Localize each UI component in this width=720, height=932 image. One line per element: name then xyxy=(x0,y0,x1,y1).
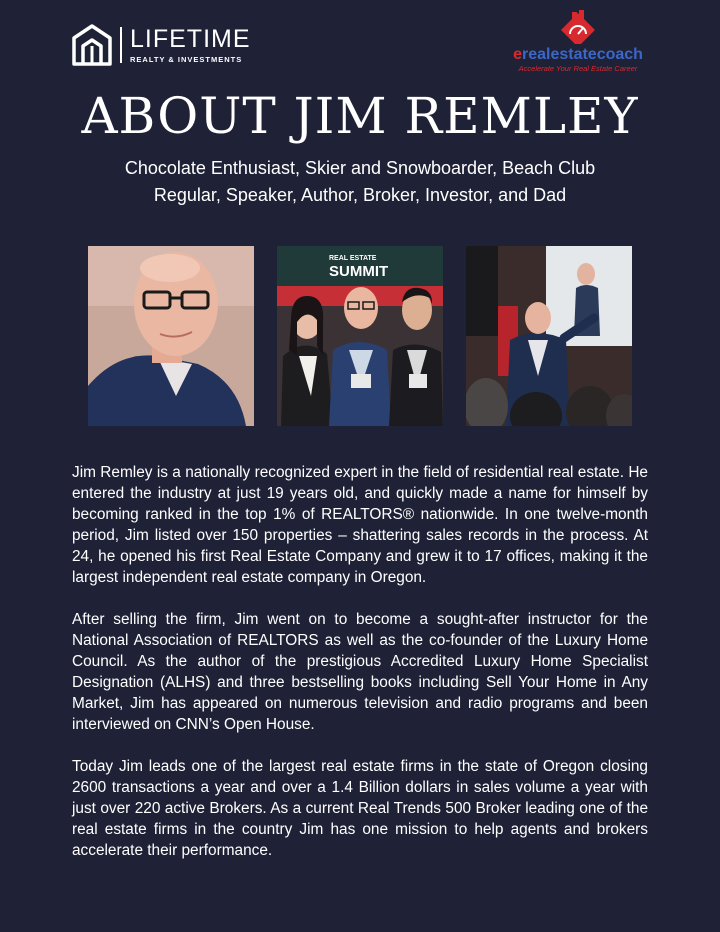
bio-paragraph: Today Jim leads one of the largest real estate firms in the state of Oregon closing 2600 transactions a year and over a 1.4 Billion dollars in sales volume a year with just over 220 active Brokers. As a current Real Trends 500 Broker leading one of the real estate firms in the country Jim has one mission to help agents and brokers accelerate their performance. xyxy=(72,758,648,859)
bio-paragraph: Jim Remley is a nationally recognized expert in the field of residential real estate. He entered the industry at just 19 years old, and quickly made a name for himself by becoming ranked in the top 1% of REALTORS® nationwide. In one twelve-month period, Jim listed over 150 properties – shattering sales records in the process. At 24, he opened his first Real Estate Company and grew it to 17 offices, making it the largest independent real estate company in Oregon. xyxy=(72,464,648,586)
lifetime-brand-name: LIFETIME xyxy=(130,24,251,53)
house-logo-icon xyxy=(72,24,112,66)
page-title: ABOUT JIM REMLEY xyxy=(81,87,639,145)
photo-speaking xyxy=(466,246,632,426)
bio-text xyxy=(72,462,648,882)
page-subtitle: Chocolate Enthusiast, Skier and Snowboarder, Beach Club Regular, Speaker, Author, Broker, Investor, and Dad xyxy=(124,158,596,205)
lifetime-brand-tagline: REALTY & INVESTMENTS xyxy=(130,54,243,64)
logo-divider xyxy=(120,27,122,63)
photo-summit-group xyxy=(277,246,443,426)
house-speedometer-icon xyxy=(560,10,596,44)
realestatecoach-tagline: Accelerate Your Real Estate Career xyxy=(518,64,638,73)
bio-paragraph: After selling the firm, Jim went on to become a sought-after instructor for the National Association of REALTORS as well as the co-founder of the Luxury Home Council. As the author of the prestigious Accredited Luxury Home Specialist Designation (ALHS) and three bestselling books including Sell Your Home in Any Market, Jim has appeared on numerous television and radio programs and been interviewed on CNN’s Open House. xyxy=(72,611,648,733)
lifetime-logo xyxy=(72,24,251,66)
photo-portrait xyxy=(88,246,254,426)
summit-banner-line1: REAL ESTATE xyxy=(329,255,377,262)
realestatecoach-logo xyxy=(508,10,648,73)
summit-banner-line2: SUMMIT xyxy=(329,263,389,280)
realestatecoach-brand-name: erealestatecoach xyxy=(513,46,643,63)
